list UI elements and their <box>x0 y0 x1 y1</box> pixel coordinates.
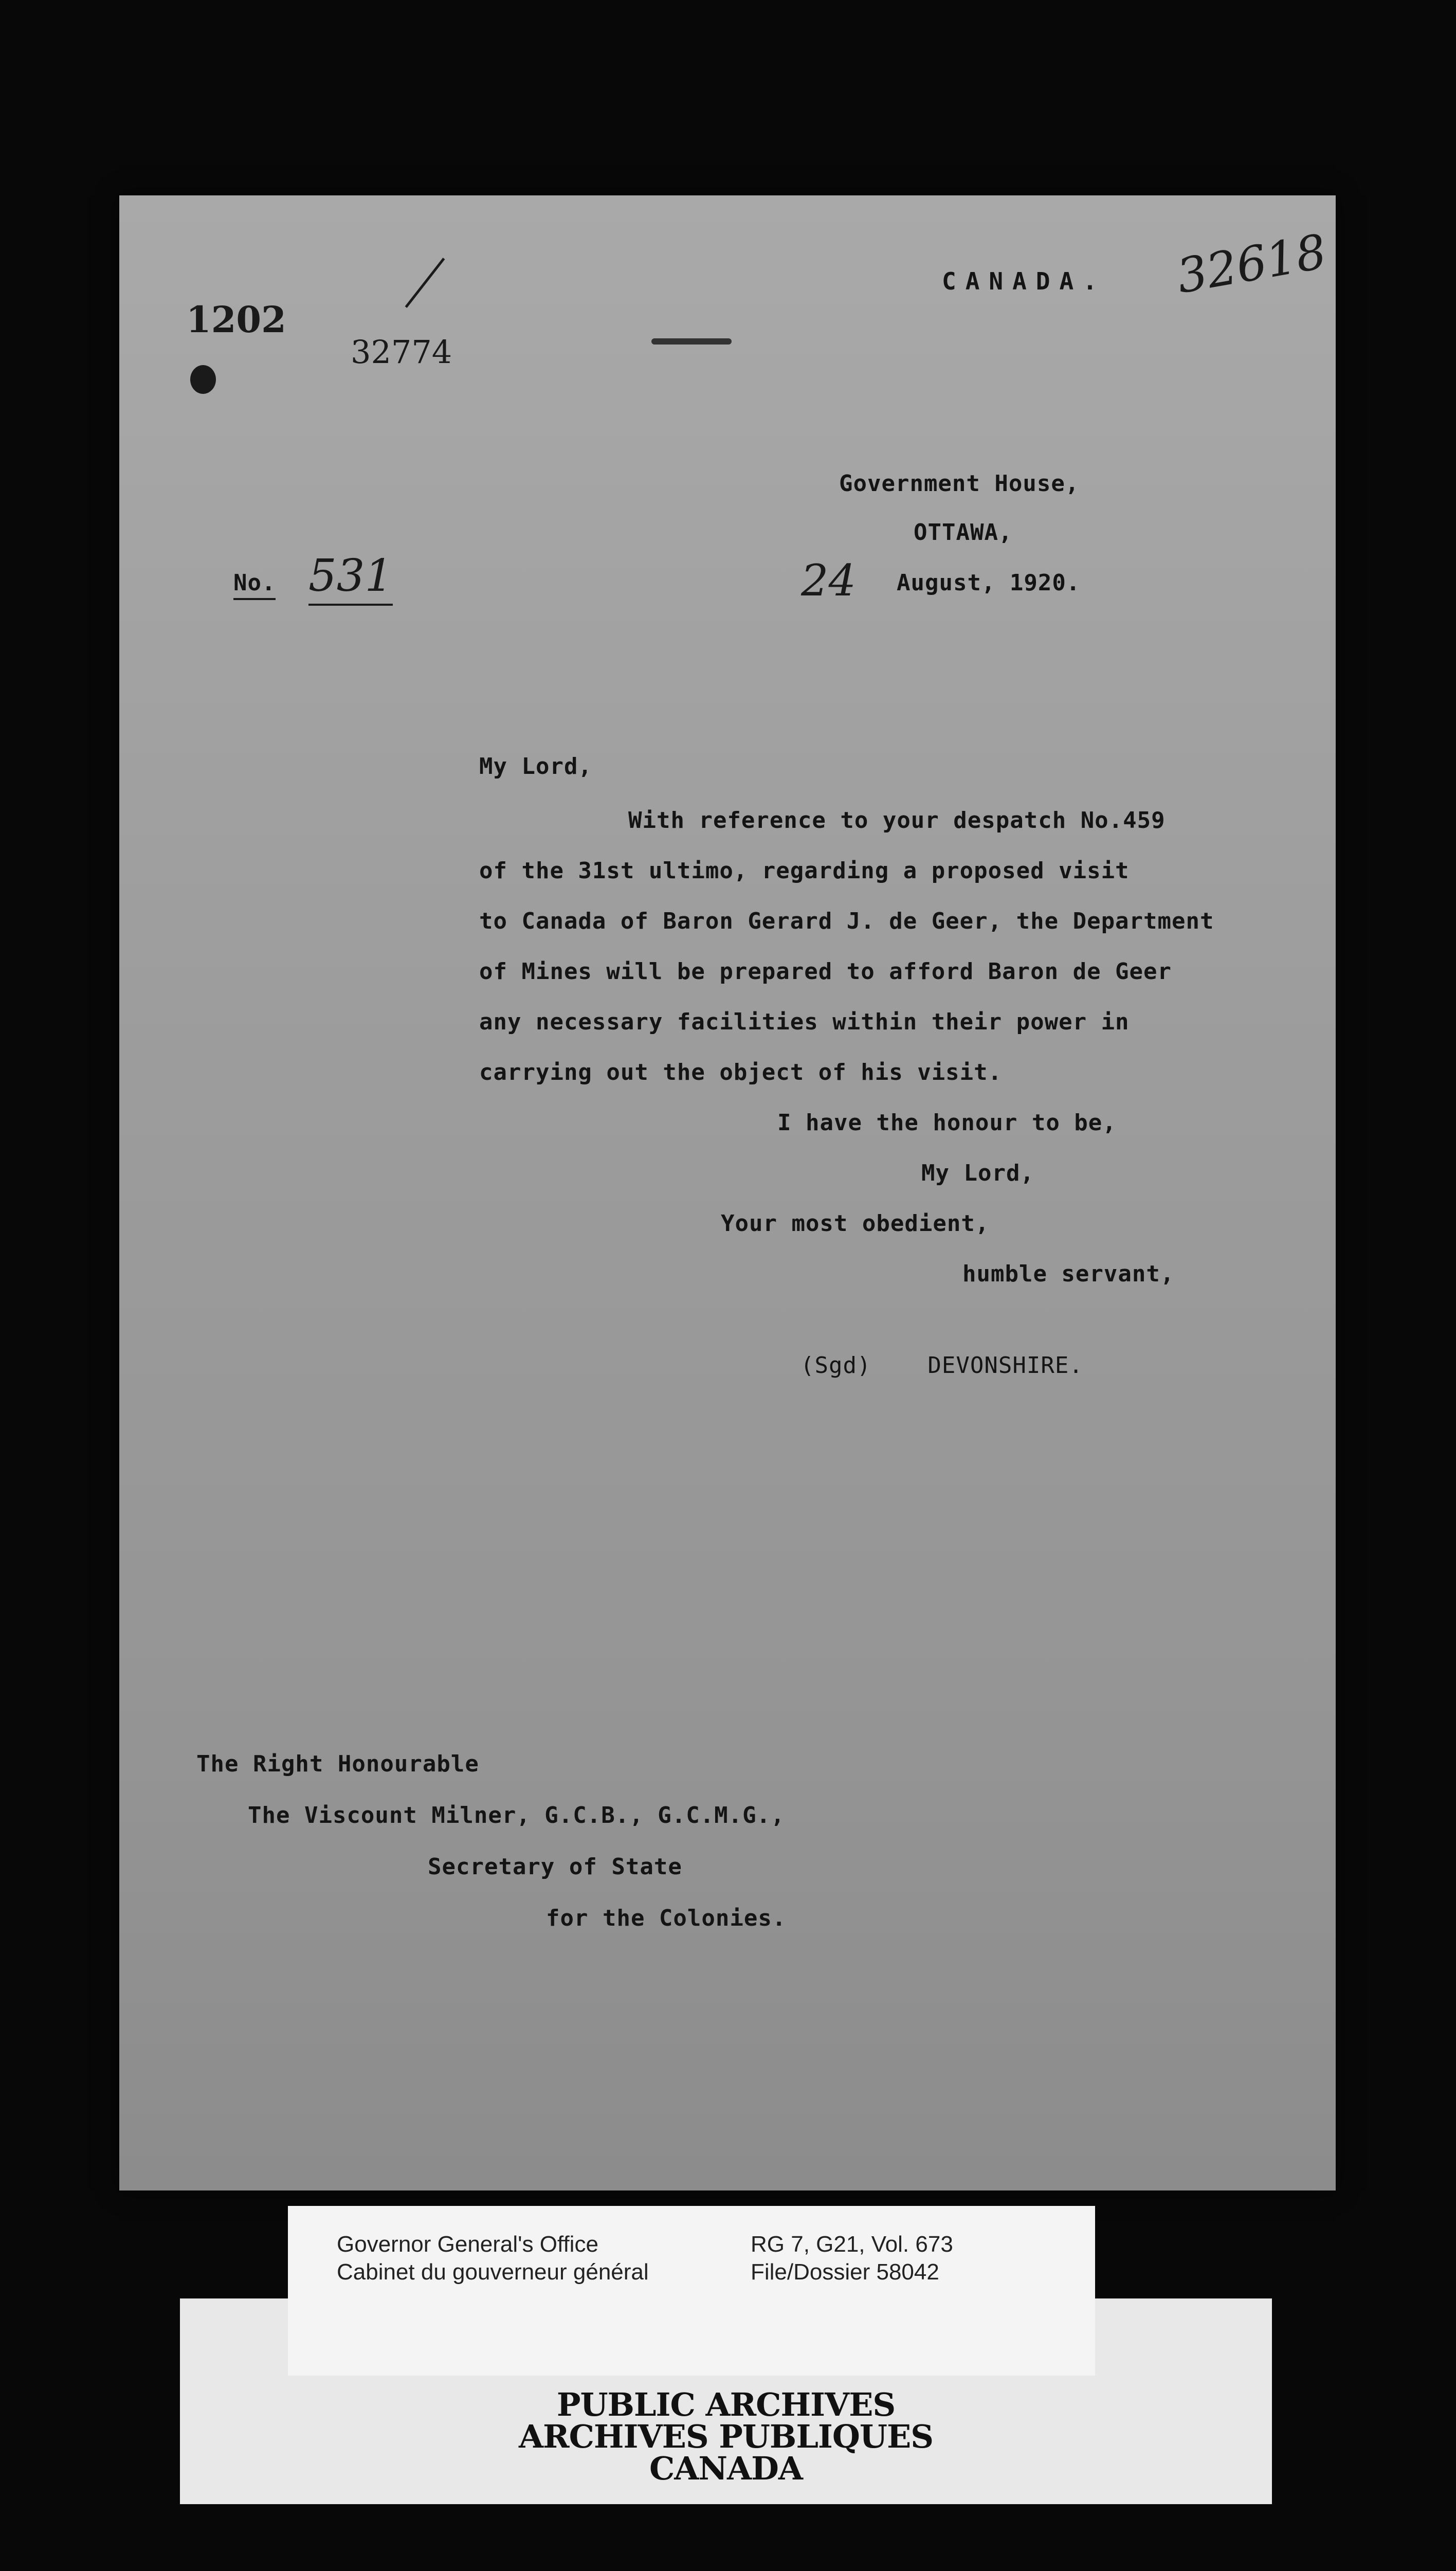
archives-line-2: ARCHIVES PUBLIQUES <box>518 2418 934 2455</box>
addressee-line-4: for the Colonies. <box>546 1905 787 1931</box>
date-day: 24 <box>801 555 856 606</box>
office-english: Governor General's Office <box>337 2232 598 2257</box>
closing-line-4: humble servant, <box>962 1261 1175 1287</box>
despatch-number: 531 <box>308 550 393 606</box>
pencil-tick <box>405 258 445 308</box>
ink-smudge <box>651 338 732 345</box>
address-line-1: Government House, <box>839 470 1080 497</box>
addressee-line-2: The Viscount Milner, G.C.B., G.C.M.G., <box>248 1802 785 1828</box>
body-line-3: to Canada of Baron Gerard J. de Geer, the Department <box>479 908 1214 934</box>
record-group-reference: RG 7, G21, Vol. 673 <box>751 2232 953 2257</box>
letter-page <box>119 195 1336 2190</box>
addressee-line-1: The Right Honourable <box>196 1751 479 1777</box>
closing-line-2: My Lord, <box>921 1160 1034 1186</box>
closing-line-1: I have the honour to be, <box>777 1110 1117 1136</box>
body-line-2: of the 31st ultimo, regarding a proposed visit <box>479 858 1130 884</box>
office-french: Cabinet du gouverneur général <box>337 2259 649 2285</box>
country-heading: CANADA. <box>942 267 1106 295</box>
signature: (Sgd) DEVONSHIRE. <box>800 1352 1083 1379</box>
body-line-6: carrying out the object of his visit. <box>479 1059 1003 1085</box>
date: August, 1920. <box>897 570 1081 596</box>
handwritten-reference: 32618 <box>1172 224 1331 304</box>
corner-number: 1202 <box>186 298 286 341</box>
body-line-4: of Mines will be prepared to afford Baron de Geer <box>479 958 1172 985</box>
addressee-line-3: Secretary of State <box>428 1854 682 1880</box>
body-line-1: With reference to your despatch No.459 <box>628 807 1166 834</box>
salutation: My Lord, <box>479 753 592 780</box>
despatch-number-prefix: No. <box>233 570 276 600</box>
file-dossier-number: File/Dossier 58042 <box>751 2259 939 2285</box>
body-line-5: any necessary facilities within their power in <box>479 1009 1130 1035</box>
closing-line-3: Your most obedient, <box>721 1210 990 1237</box>
archives-line-3: CANADA <box>649 2450 803 2487</box>
catalogue-label <box>288 2206 1095 2376</box>
ink-dot <box>190 365 216 394</box>
file-number: 32774 <box>351 333 452 371</box>
address-line-2: OTTAWA, <box>914 519 1013 546</box>
archives-line-1: PUBLIC ARCHIVES <box>556 2386 896 2423</box>
